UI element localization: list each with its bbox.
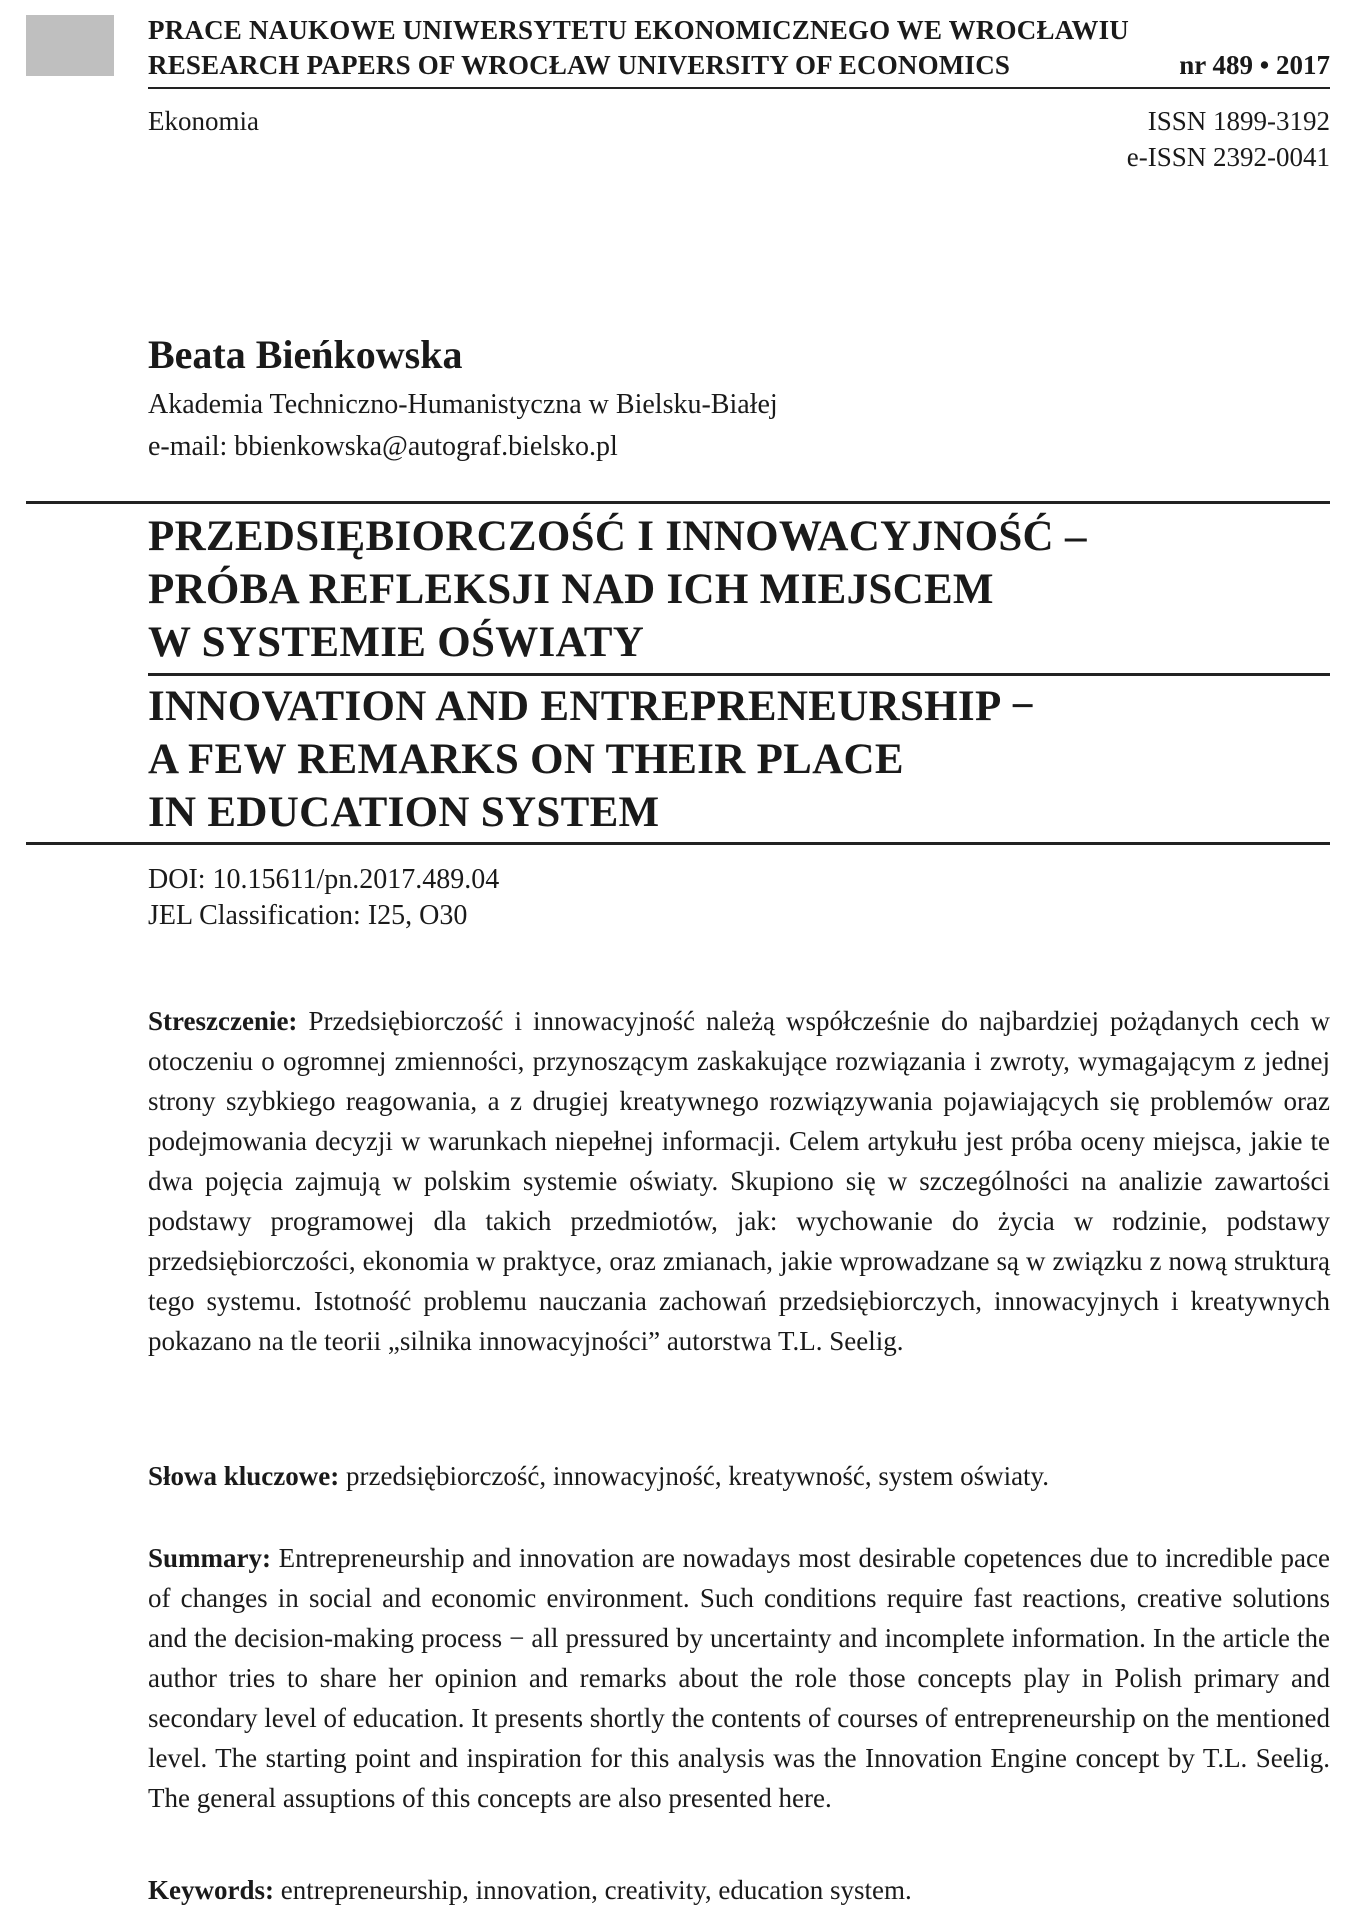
issue-number: nr 489 • 2017 <box>1179 50 1330 80</box>
title-en-line: INNOVATION AND ENTREPRENEURSHIP − <box>148 683 1035 730</box>
e-issn: e-ISSN 2392-0041 <box>1126 142 1330 172</box>
title-rule-top <box>26 501 1330 504</box>
title-pl-line: PRZEDSIĘBIORCZOŚĆ I INNOWACYJNOŚĆ – <box>148 513 1087 560</box>
author-name: Beata Bieńkowska <box>148 332 463 377</box>
header-gray-block <box>26 15 114 76</box>
journal-title-en: RESEARCH PAPERS OF WROCŁAW UNIVERSITY OF ECONOMICS <box>148 50 1011 80</box>
keywords-polish <box>148 1456 1330 1496</box>
title-en-line: IN EDUCATION SYSTEM <box>148 789 660 836</box>
keywords-text: entrepreneurship, innovation, creativity, education system. <box>280 1875 912 1905</box>
author-email: e-mail: bbienkowska@autograf.bielsko.pl <box>148 431 618 462</box>
streszczenie-label: Streszczenie: <box>148 1006 298 1036</box>
jel-classification: JEL Classification: I25, O30 <box>148 900 468 931</box>
title-rule-middle <box>148 673 1330 676</box>
title-polish <box>148 510 1087 669</box>
abstract-english <box>148 1538 1330 1818</box>
keywords-label: Keywords: <box>148 1875 274 1905</box>
summary-label: Summary: <box>148 1543 271 1573</box>
keywords-english <box>148 1870 1330 1910</box>
journal-title-pl: PRACE NAUKOWE UNIWERSYTETU EKONOMICZNEGO WE WROCŁAWIU <box>148 15 1129 45</box>
slowa-kluczowe-text: przedsiębiorczość, innowacyjność, kreatywność, system oświaty. <box>346 1461 1050 1491</box>
author-affiliation: Akademia Techniczno-Humanistyczna w Bielsku-Białej <box>148 389 778 420</box>
title-pl-line: PRÓBA REFLEKSJI NAD ICH MIEJSCEM <box>148 566 994 613</box>
title-pl-line: W SYSTEMIE OŚWIATY <box>148 619 645 666</box>
issn: ISSN 1899-3192 <box>1147 106 1330 136</box>
slowa-kluczowe-label: Słowa kluczowe: <box>148 1461 340 1491</box>
series-name: Ekonomia <box>148 106 259 136</box>
abstract-polish <box>148 1001 1330 1361</box>
streszczenie-text: Przedsiębiorczość i innowacyjność należą współcześnie do najbardziej pożądanych cech w otoczeniu o ogromnej zmienności, przynoszącym zaskakujące rozwiązania i zwroty, wymagającym z jednej strony szybkiego reagowania, a z drugiej kreatywnego rozwiązywania pojawiających się problemów oraz podejmowania decyzji w warunkach niepełnej informacji. Celem artykułu jest próba oceny miejsca, jakie te dwa pojęcia zajmują w polskim systemie oświaty. Skupiono się w szczególności na analizie zawartości podstawy programowej dla takich przedmiotów, jak: wychowanie do życia w rodzinie, podstawy przedsiębiorczości, ekonomia w praktyce, oraz zmianach, jakie wprowadzane są w związku z nową strukturą tego systemu. Istotność problemu nauczania zachowań przedsiębiorczych, innowacyjnych i kreatywnych pokazano na tle teorii „silnika innowacyjności” autorstwa T.L. Seelig. <box>148 1006 1330 1356</box>
summary-text: Entrepreneurship and innovation are nowadays most desirable copetences due to incredible pace of changes in social and economic environment. Such conditions require fast reactions, creative solutions and the decision-making process − all pressured by uncertainty and incomplete information. In the article the author tries to share her opinion and remarks about the role those concepts play in Polish primary and secondary level of education. It presents shortly the contents of courses of entrepreneurship on the mentioned level. The starting point and inspiration for this analysis was the Innovation Engine concept by T.L. Seelig. The general assuptions of this concepts are also presented here. <box>148 1543 1331 1813</box>
title-en-line: A FEW REMARKS ON THEIR PLACE <box>148 736 904 783</box>
doi: DOI: 10.15611/pn.2017.489.04 <box>148 864 500 895</box>
title-english <box>148 680 1035 839</box>
header-rule <box>148 87 1330 89</box>
title-rule-bottom <box>26 842 1330 845</box>
